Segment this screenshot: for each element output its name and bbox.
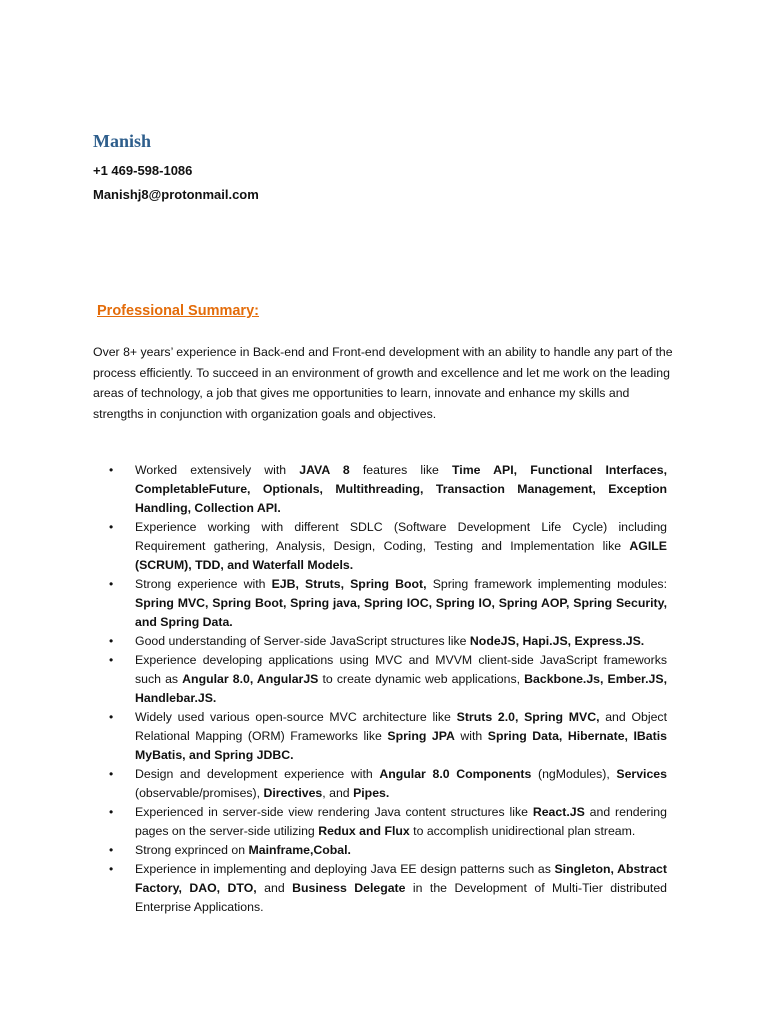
bullet-text	[135, 651, 667, 708]
bullet-bold-run: Directives	[263, 786, 323, 800]
bullet-run: Design and development experience with	[135, 767, 380, 781]
bullet-item	[107, 632, 667, 651]
bullet-glyph: •	[109, 843, 114, 857]
bullet-glyph: •	[109, 710, 114, 724]
bullet-item	[107, 461, 667, 518]
bullet-glyph: •	[109, 463, 114, 477]
bullet-run: with	[454, 729, 488, 743]
bullet-run: Worked extensively with	[135, 463, 300, 477]
bullet-run: and rendering pages on the server-side utilizing	[135, 805, 667, 838]
bullet-text	[135, 765, 667, 803]
bullet-bold-run: Services	[616, 767, 667, 781]
bullet-run: in the Development of Multi-Tier distributed Enterprise Applications.	[135, 881, 667, 914]
bullet-text	[135, 803, 667, 841]
bullet-bold-run: Mainframe,Cobal.	[248, 843, 351, 857]
bullet-bold-run: Spring JPA	[387, 729, 455, 743]
candidate-name: Manish	[93, 131, 152, 151]
bullet-run: and Object Relational Mapping (ORM) Frameworks like	[135, 710, 667, 743]
bullet-glyph: •	[109, 520, 114, 534]
bullet-glyph: •	[109, 577, 114, 591]
bullet-run: Strong experience with	[135, 577, 272, 591]
bullet-run: (ngModules),	[531, 767, 617, 781]
bullet-bold-run: Singleton, Abstract Factory, DAO, DTO,	[135, 862, 667, 895]
bullet-run: to create dynamic web applications,	[318, 672, 525, 686]
bullet-run: Widely used various open-source MVC architecture like	[135, 710, 457, 724]
bullet-bold-run: Angular 8.0 Components	[379, 767, 532, 781]
bullet-run: to accomplish unidirectional plan stream.	[409, 824, 636, 838]
summary-paragraph: Over 8+ years’ experience in Back-end and Front-end development with an ability to handle any part of the process efficiently. To succeed in an environment of growth and excellence and let me work on the leading areas of technology, a job that gives me opportunities to learn, innovate and enhance my skills and strengths in conjunction with organization goals and objectives.	[93, 345, 673, 421]
bullet-text	[135, 860, 667, 917]
bullet-bold-run: Backbone.Js, Ember.JS, Handlebar.JS.	[135, 672, 668, 705]
bullet-text	[135, 632, 667, 651]
bullet-run: Experience working with different SDLC (Software Development Life Cycle) including Requirement gathering, Analysis, Design, Coding, Testing and Implementation like	[135, 520, 667, 553]
bullet-bold-run: React.JS	[532, 805, 585, 819]
bullet-run: , and	[322, 786, 354, 800]
bullet-glyph: •	[109, 767, 114, 781]
bullet-bold-run: Spring MVC, Spring Boot, Spring java, Spring IOC, Spring IO, Spring AOP, Spring Security, and Spring Data.	[135, 596, 667, 629]
bullet-run: (observable/promises),	[135, 786, 264, 800]
bullet-bold-run: Spring Data, Hibernate, IBatis MyBatis, and Spring JDBC.	[135, 729, 667, 762]
bullet-bold-run: Pipes.	[353, 786, 390, 800]
bullet-text	[135, 518, 667, 575]
bullet-text	[135, 841, 667, 860]
email-address: Manishj8@protonmail.com	[93, 187, 259, 202]
professional-summary-heading: Professional Summary:	[97, 303, 259, 319]
bullet-item	[107, 765, 667, 803]
bullet-glyph: •	[109, 805, 114, 819]
bullet-run: features like	[349, 463, 453, 477]
bullet-item	[107, 841, 667, 860]
bullet-bold-run: Business Delegate	[292, 881, 406, 895]
bullet-glyph: •	[109, 634, 114, 648]
bullet-bold-run: Redux and Flux	[318, 824, 410, 838]
experience-bullet-list	[107, 461, 667, 917]
bullet-text	[135, 575, 667, 632]
bullet-run: Experienced in server-side view rendering Java content structures like	[135, 805, 533, 819]
bullet-item	[107, 860, 667, 917]
bullet-item	[107, 803, 667, 841]
bullet-text	[135, 708, 667, 765]
bullet-run: and	[256, 881, 293, 895]
bullet-run: Spring framework implementing modules:	[426, 577, 667, 591]
bullet-bold-run: Struts 2.0, Spring MVC,	[456, 710, 600, 724]
bullet-bold-run: NodeJS, Hapi.JS, Express.JS.	[469, 634, 645, 648]
bullet-item	[107, 708, 667, 765]
bullet-bold-run: JAVA 8	[299, 463, 350, 477]
bullet-text	[135, 461, 667, 518]
bullet-bold-run: Angular 8.0, AngularJS	[182, 672, 319, 686]
bullet-item	[107, 518, 667, 575]
bullet-bold-run: EJB, Struts, Spring Boot,	[271, 577, 427, 591]
bullet-item	[107, 575, 667, 632]
bullet-bold-run: Time API, Functional Interfaces, CompletableFuture, Optionals, Multithreading, Transaction Management, Exception Handling, Collection API.	[135, 463, 668, 515]
bullet-glyph: •	[109, 653, 114, 667]
bullet-run: Good understanding of Server-side JavaScript structures like	[135, 634, 470, 648]
phone-number: +1 469-598-1086	[93, 163, 193, 178]
bullet-run: Experience in implementing and deploying Java EE design patterns such as	[135, 862, 555, 876]
bullet-item	[107, 651, 667, 708]
bullet-bold-run: AGILE (SCRUM), TDD, and Waterfall Models.	[135, 539, 667, 572]
bullet-glyph: •	[109, 862, 114, 876]
bullet-run: Experience developing applications using MVC and MVVM client-side JavaScript frameworks such as	[135, 653, 667, 686]
bullet-run: Strong exprinced on	[135, 843, 249, 857]
